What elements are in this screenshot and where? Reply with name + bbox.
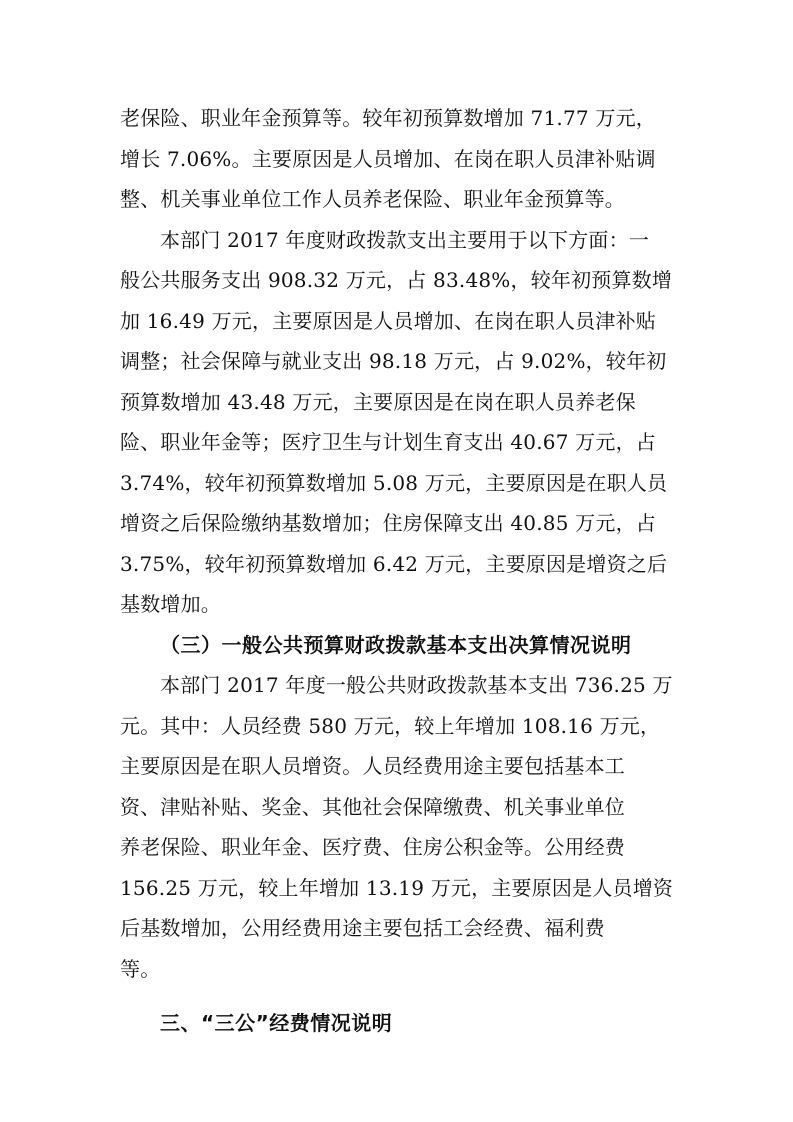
paragraph-line: 本部门 2017 年度财政拨款支出主要用于以下方面：一 <box>160 228 650 252</box>
paragraph-line: 156.25 万元，较上年增加 13.19 万元，主要原因是人员增资 <box>120 876 674 900</box>
paragraph-line: 整、机关事业单位工作人员养老保险、职业年金预算等。 <box>120 187 625 211</box>
section-subheading: （三）一般公共预算财政拨款基本支出决算情况说明 <box>160 633 632 657</box>
paragraph-line: 资、津贴补贴、奖金、其他社会保障缴费、机关事业单位 <box>120 795 625 819</box>
paragraph-line: 加 16.49 万元，主要原因是人员增加、在岗在职人员津补贴 <box>120 309 656 333</box>
paragraph-line: 预算数增加 43.48 万元，主要原因是在岗在职人员养老保 <box>120 390 636 414</box>
paragraph-line: 本部门 2017 年度一般公共财政拨款基本支出 736.25 万 <box>160 673 673 697</box>
paragraph-line: 元。其中：人员经费 580 万元，较上年增加 108.16 万元， <box>120 714 661 738</box>
paragraph-line: 调整；社会保障与就业支出 98.18 万元，占 9.02%，较年初 <box>120 349 667 373</box>
paragraph-line: 3.74%，较年初预算数增加 5.08 万元，主要原因是在职人员 <box>120 471 668 495</box>
paragraph-line: 3.75%，较年初预算数增加 6.42 万元，主要原因是增资之后 <box>120 552 668 576</box>
paragraph-line: 等。 <box>120 957 161 981</box>
paragraph-line: 基数增加。 <box>120 592 221 616</box>
paragraph-line: 险、职业年金等；医疗卫生与计划生育支出 40.67 万元，占 <box>120 430 656 454</box>
paragraph-line: 后基数增加，公用经费用途主要包括工会经费、福利费 <box>120 916 605 940</box>
paragraph-line: 增资之后保险缴纳基数增加；住房保障支出 40.85 万元，占 <box>120 511 656 535</box>
paragraph-line: 主要原因是在职人员增资。人员经费用途主要包括基本工 <box>120 754 625 778</box>
paragraph-line: 老保险、职业年金预算等。较年初预算数增加 71.77 万元， <box>120 106 656 130</box>
paragraph-line: 养老保险、职业年金、医疗费、住房公积金等。公用经费 <box>120 835 625 859</box>
section-heading: 三、“三公”经费情况说明 <box>160 1011 393 1035</box>
paragraph-line: 增长 7.06%。主要原因是人员增加、在岗在职人员津补贴调 <box>120 147 656 171</box>
paragraph-line: 般公共服务支出 908.32 万元，占 83.48%，较年初预算数增 <box>120 268 673 292</box>
